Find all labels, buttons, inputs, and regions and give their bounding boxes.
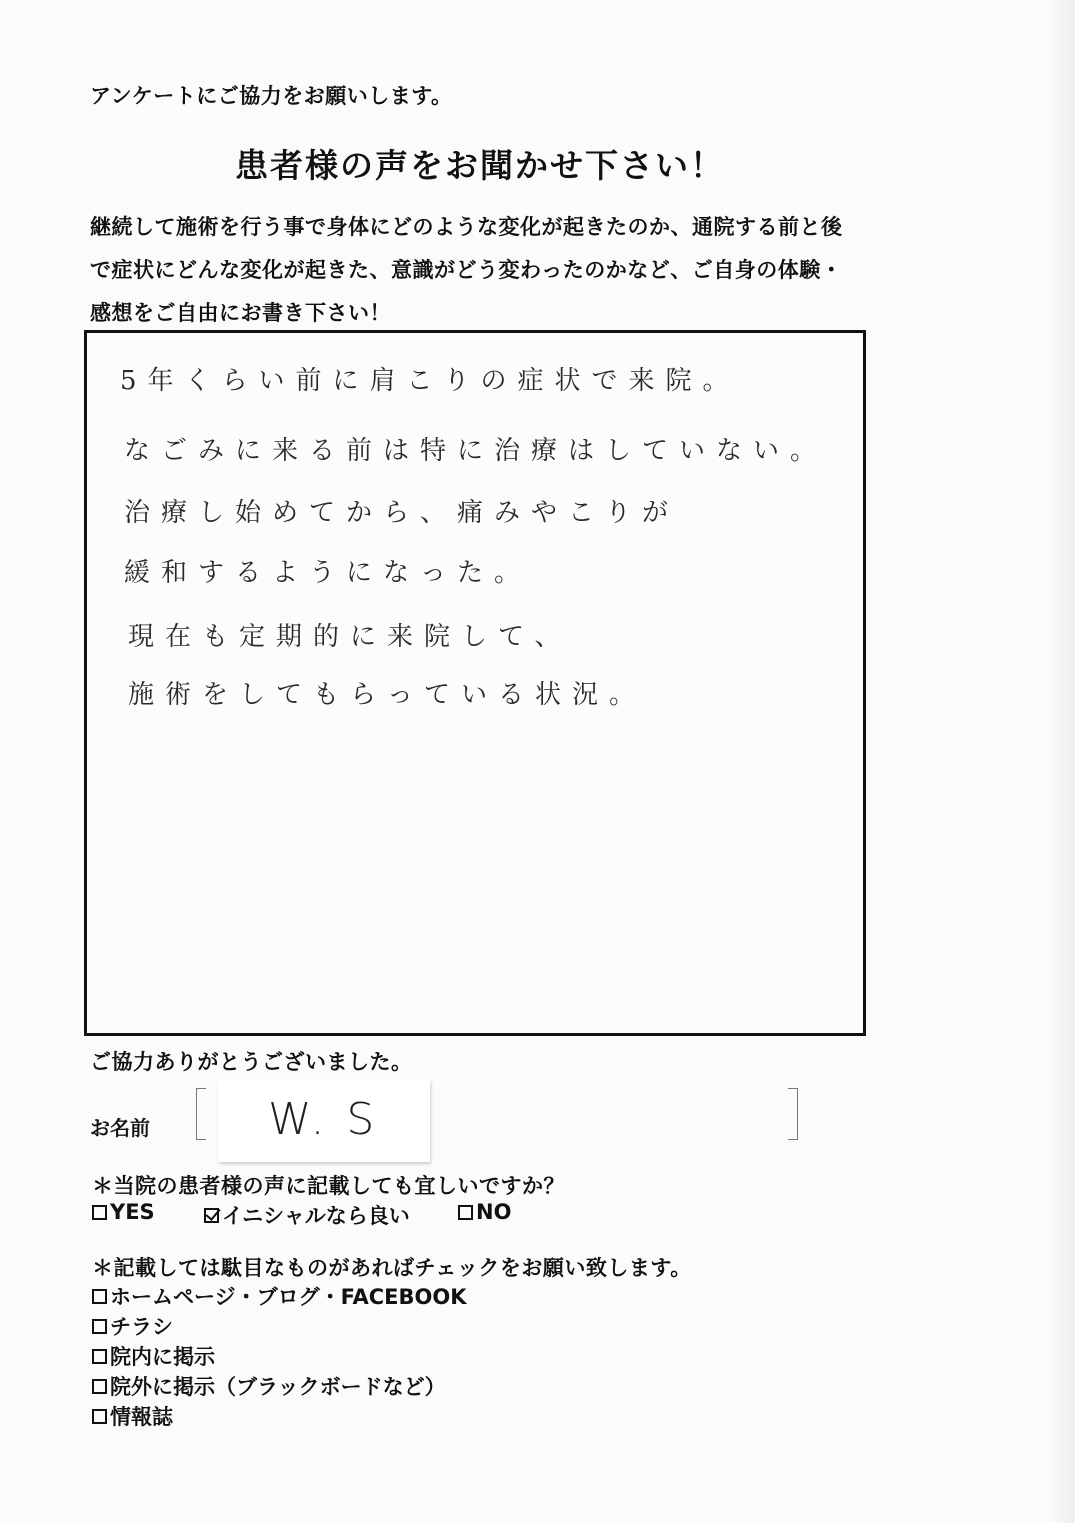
checkbox[interactable] xyxy=(92,1289,107,1304)
checkbox[interactable] xyxy=(458,1205,473,1220)
option-label: 情報誌 xyxy=(110,1405,173,1429)
option-label: イニシャルなら良い xyxy=(222,1204,410,1228)
name-bracket-left xyxy=(196,1088,206,1140)
checkbox[interactable] xyxy=(92,1379,107,1394)
answer-line: 施術をしてもらっている状況。 xyxy=(128,680,647,710)
survey-instructions: 継続して施術を行う事で身体にどのような変化が起きたのか、通院する前と後で症状にどんな変化が起きた、意識がどう変わったのかなど、ご自身の体験・感想をご自由にお書き下さい！ xyxy=(90,215,843,325)
exclude-options-list xyxy=(92,1281,467,1431)
survey-title: 患者様の声をお聞かせ下さい！ xyxy=(235,146,725,185)
checkbox[interactable] xyxy=(92,1205,107,1220)
checkbox[interactable] xyxy=(92,1349,107,1364)
option-label: 院外に掲示（ブラックボードなど） xyxy=(110,1375,446,1399)
thanks-message: ご協力ありがとうございました。 xyxy=(90,1050,413,1074)
exclude-option-magazine[interactable] xyxy=(92,1401,467,1431)
consent-question: ＊当院の患者様の声に記載しても宜しいですか？ xyxy=(92,1174,565,1198)
name-bracket-right xyxy=(788,1088,798,1140)
checkbox[interactable] xyxy=(92,1409,107,1424)
answer-line: なごみに来る前は特に治療はしていない。 xyxy=(124,436,828,466)
exclude-question: ＊記載しては駄目なものがあればチェックをお願い致します。 xyxy=(92,1256,692,1280)
survey-intro: アンケートにご協力をお願いします。 xyxy=(90,84,453,108)
exclude-option-outside-posting[interactable] xyxy=(92,1371,467,1401)
paper-edge-shadow xyxy=(1047,0,1075,1523)
option-label: チラシ xyxy=(110,1315,173,1339)
checkbox-checked[interactable] xyxy=(204,1208,219,1223)
checkbox[interactable] xyxy=(92,1319,107,1334)
name-label: お名前 xyxy=(90,1116,150,1140)
answer-line: 現在も定期的に来院して、 xyxy=(128,622,572,652)
answer-line: 緩和するようになった。 xyxy=(124,558,532,588)
option-label: YES xyxy=(110,1200,155,1224)
answer-line: 治療し始めてから、痛みやこりが xyxy=(124,498,680,528)
name-value: W. S xyxy=(268,1094,379,1145)
consent-option-initials[interactable] xyxy=(204,1200,410,1230)
option-label: NO xyxy=(476,1200,512,1224)
exclude-option-inside-posting[interactable] xyxy=(92,1341,467,1371)
consent-option-yes[interactable] xyxy=(92,1200,155,1224)
consent-option-no[interactable] xyxy=(458,1200,511,1224)
option-label: 院内に掲示 xyxy=(110,1345,215,1369)
option-label: ホームページ・ブログ・FACEBOOK xyxy=(110,1285,467,1309)
answer-line: 5年くらい前に肩こりの症状で来院。 xyxy=(120,366,740,396)
exclude-option-flyer[interactable] xyxy=(92,1311,467,1341)
exclude-option-homepage[interactable] xyxy=(92,1281,467,1311)
